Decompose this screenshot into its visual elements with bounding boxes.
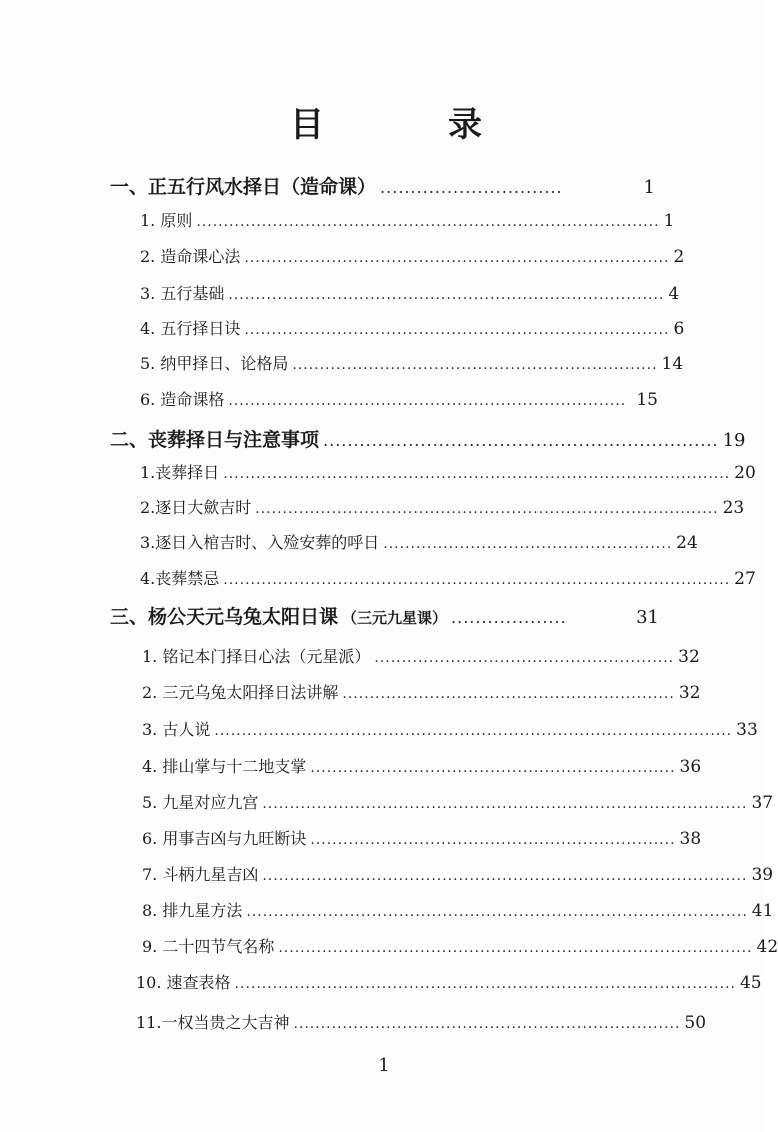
item-label: 1.丧葬择日 — [140, 463, 220, 482]
dot-leader: ....................................................................................... — [278, 940, 753, 956]
toc-item — [136, 970, 762, 993]
dot-leader: ................................................................... — [310, 760, 676, 776]
item-label: 2. 造命课心法 — [140, 247, 241, 266]
toc-item — [140, 460, 756, 483]
dot-leader: ..................................................... — [383, 536, 673, 552]
item-label: 4. 排山掌与十二地支掌 — [142, 757, 307, 776]
item-label: 7. 斗柄九星吉凶 — [142, 865, 259, 884]
item-label: 2.逐日大歛吉时 — [140, 498, 252, 517]
item-label: 2. 三元乌兔太阳择日法讲解 — [142, 683, 339, 702]
page-title — [0, 100, 762, 150]
toc-item — [140, 566, 756, 589]
toc-item — [140, 316, 685, 339]
dot-leader: .............................................................................. — [244, 322, 670, 338]
item-page-number: 20 — [734, 463, 756, 483]
item-page-number: 42 — [756, 937, 778, 957]
toc-item — [142, 754, 702, 777]
item-label: 6. 造命课格 — [140, 390, 225, 409]
toc-item — [136, 1010, 707, 1033]
toc-item — [142, 790, 774, 813]
section-label: 三、杨公天元乌兔太阳日课 — [110, 606, 339, 628]
item-label: 11.一权当贵之大吉神 — [136, 1013, 290, 1032]
item-label: 3. 五行基础 — [140, 284, 225, 303]
item-page-number: 6 — [673, 319, 685, 339]
toc-item — [140, 495, 745, 518]
toc-item — [142, 680, 701, 703]
toc-section-1 — [110, 172, 655, 199]
toc-item — [140, 244, 685, 267]
footer-page-number: 1 — [378, 1055, 390, 1076]
toc-item — [142, 644, 700, 667]
dot-leader: .............................................................................. — [244, 250, 670, 266]
item-page-number: 27 — [734, 569, 756, 589]
dot-leader: ..................................................................................... — [255, 501, 719, 517]
section-label-note: （三元九星课） — [342, 609, 448, 627]
item-label: 8. 排九星方法 — [142, 901, 243, 920]
dot-leader: ............................................................. — [342, 686, 675, 702]
dot-leader: ................................................................. — [323, 431, 719, 450]
toc-section-2 — [110, 425, 746, 452]
toc-item — [140, 530, 698, 553]
item-page-number: 38 — [679, 829, 702, 849]
dot-leader: ............................................................................................... — [214, 723, 733, 739]
toc-item — [142, 826, 702, 849]
title-char-1: 目 — [290, 105, 324, 145]
section-page-number: 31 — [636, 607, 659, 628]
toc-item — [140, 281, 680, 304]
item-page-number: 1 — [663, 211, 675, 231]
dot-leader: ................................................................................ — [228, 287, 665, 303]
item-label: 1. 铭记本门择日心法（元星派） — [142, 647, 371, 666]
dot-leader: .............................. — [380, 178, 563, 197]
toc-section-3 — [110, 602, 659, 629]
item-page-number: 39 — [751, 865, 774, 885]
dot-leader: ............................................................................................ — [234, 976, 736, 992]
item-label: 5. 九星对应九宫 — [142, 793, 259, 812]
dot-leader: ..................................................................................... — [196, 214, 660, 230]
item-page-number: 45 — [739, 973, 762, 993]
section-label: 二、丧葬择日与注意事项 — [110, 429, 320, 451]
item-label: 9. 二十四节气名称 — [142, 937, 275, 956]
dot-leader: ................................................................... — [310, 832, 676, 848]
dot-leader: ....................................................... — [374, 650, 675, 666]
dot-leader: ......................................................................................... — [262, 796, 748, 812]
dot-leader: ......................................................................................... — [262, 868, 748, 884]
item-page-number: 41 — [751, 901, 774, 921]
toc-item — [140, 387, 658, 410]
item-page-number: 37 — [751, 793, 774, 813]
item-label: 5. 纳甲择日、论格局 — [140, 354, 289, 373]
dot-leader: ............................................................................................. — [223, 466, 731, 482]
item-page-number: 14 — [661, 354, 684, 374]
dot-leader: ............................................................................................. — [223, 572, 731, 588]
item-page-number: 15 — [636, 390, 658, 410]
toc-item — [142, 862, 774, 885]
item-label: 3.逐日入棺吉时、入殓安葬的呼日 — [140, 533, 380, 552]
item-page-number: 2 — [673, 247, 685, 267]
title-char-2: 录 — [448, 105, 482, 145]
section-label: 一、正五行风水择日（造命课） — [110, 176, 377, 198]
dot-leader: ................... — [451, 608, 567, 627]
dot-leader: ....................................................................... — [293, 1016, 681, 1032]
item-page-number: 36 — [679, 757, 702, 777]
dot-leader: ......................................................................... — [228, 393, 627, 409]
item-page-number: 32 — [678, 647, 700, 667]
item-label: 6. 用事吉凶与九旺断诀 — [142, 829, 307, 848]
section-page-number: 19 — [722, 430, 746, 451]
item-label: 3. 古人说 — [142, 720, 211, 739]
item-page-number: 33 — [736, 720, 758, 740]
dot-leader: ............................................................................................ — [246, 904, 748, 920]
item-page-number: 32 — [678, 683, 701, 703]
item-label: 1. 原则 — [140, 211, 193, 230]
toc-item — [140, 208, 675, 231]
item-page-number: 24 — [676, 533, 698, 553]
item-page-number: 50 — [684, 1013, 707, 1033]
toc-item — [140, 351, 684, 374]
section-page-number: 1 — [643, 177, 655, 198]
item-label: 4.丧葬禁忌 — [140, 569, 220, 588]
toc-item — [142, 898, 774, 921]
toc-item — [142, 934, 778, 957]
item-page-number: 23 — [722, 498, 745, 518]
dot-leader: ................................................................... — [292, 357, 658, 373]
item-label: 4. 五行择日诀 — [140, 319, 241, 338]
toc-item — [142, 717, 758, 740]
item-label: 10. 速查表格 — [136, 973, 231, 992]
item-page-number: 4 — [668, 284, 680, 304]
